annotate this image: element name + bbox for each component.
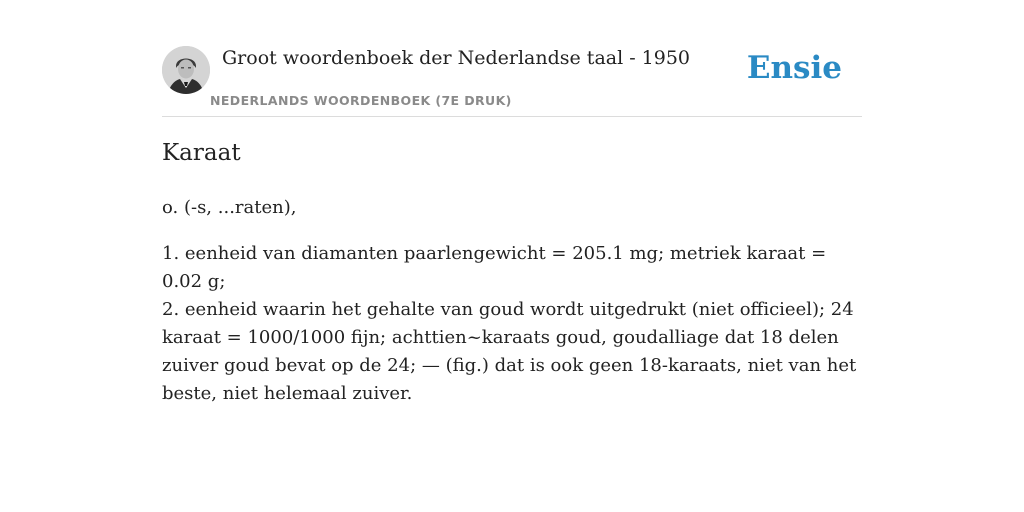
portrait-icon [162,46,210,94]
author-avatar[interactable] [162,46,210,94]
dictionary-subtitle: NEDERLANDS WOORDENBOEK (7E DRUK) [210,93,512,108]
entry-title: Karaat [162,140,241,166]
dictionary-header [162,46,862,117]
grammar-info: o. (-s, ...raten), [162,197,297,218]
definition-2: 2. eenheid waarin het gehalte van goud wordt uitgedrukt (niet officieel); 24 karaat = 1000/1000 fijn; achttien~karaats goud, goudalliage dat 18 delen zuiver goud bevat op de 24; — (fig.) dat is ook geen 18-karaats, niet van het beste, niet helemaal zuiver. [162,299,857,404]
definitions-list [162,240,862,408]
ensie-logo[interactable]: Ensie [746,50,842,86]
dictionary-title[interactable]: Groot woordenboek der Nederlandse taal - 1950 [222,47,691,69]
definition-1: 1. eenheid van diamanten paarlengewicht = 205.1 mg; metriek karaat = 0.02 g; [162,243,827,292]
